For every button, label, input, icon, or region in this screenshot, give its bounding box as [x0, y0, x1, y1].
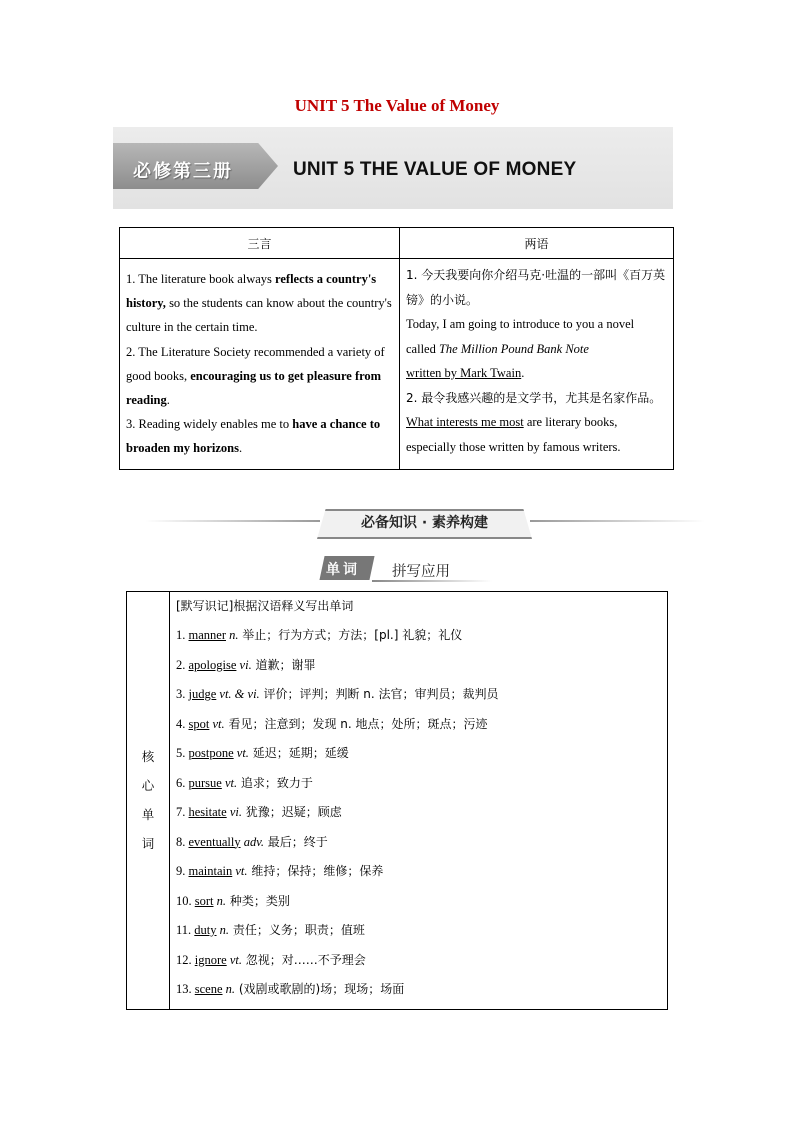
word-answer: duty	[194, 923, 217, 937]
word-answer: sort	[194, 893, 214, 908]
word-item	[176, 710, 661, 740]
sentence-1	[126, 267, 393, 340]
three-sentences-cell	[120, 259, 400, 470]
word-item	[176, 798, 661, 828]
vocabulary-section-header	[318, 556, 498, 582]
word-answer: pursue	[188, 775, 222, 790]
volume-label: 必修第三册	[133, 161, 233, 182]
word-answer: postpone	[188, 746, 234, 760]
header-sanyan: 三言	[120, 228, 400, 259]
word-number: 11.	[176, 923, 195, 937]
sentence-2	[126, 340, 393, 413]
translation-text: .	[521, 366, 525, 380]
word-meaning: 犹豫；迟疑；顾虑	[241, 805, 342, 819]
word-meaning: 延迟；延期；延缓	[248, 746, 349, 760]
part-of-speech: vi.	[226, 805, 242, 819]
part-of-speech: vt. & vi.	[216, 687, 260, 701]
sentence-number: 2.	[126, 344, 139, 359]
word-answer: manner	[188, 628, 226, 642]
sentence-text: .	[238, 441, 243, 456]
section-underline	[372, 580, 492, 582]
word-item	[176, 828, 661, 858]
word-meaning: 维持；保持；维修；保养	[247, 864, 384, 878]
part-of-speech: vi.	[236, 657, 252, 672]
word-item	[176, 680, 661, 710]
sentence-key-phrase: have a chance to broaden my horizons	[126, 417, 381, 456]
word-answer: judge	[188, 687, 217, 701]
word-item	[176, 887, 661, 917]
sentence-text: The Literature Society recommended a variety of good books,	[126, 344, 385, 383]
sentence-key-phrase: encouraging us to get pleasure from reading	[126, 368, 382, 408]
translation-1-chinese: 1. 今天我要向你介绍马克·吐温的一部叫《百万英镑》的小说。	[406, 268, 666, 307]
divider-line-right	[530, 520, 705, 522]
header-liangyu: 两语	[400, 228, 674, 259]
sentence-text: so the students can know about the country's culture in the certain time.	[126, 296, 392, 335]
word-number: 8.	[176, 834, 189, 849]
sentence-number: 1.	[126, 272, 139, 286]
side-char: 心	[141, 778, 155, 794]
section-title: 拼写应用	[392, 564, 450, 580]
word-item	[176, 651, 661, 681]
core-words-label	[127, 592, 170, 1010]
word-number: 5.	[176, 746, 189, 760]
word-number: 12.	[176, 952, 195, 967]
word-answer: ignore	[194, 952, 227, 967]
part-of-speech: vt.	[209, 716, 225, 731]
word-item	[176, 739, 661, 769]
sentence-number: 3.	[126, 417, 139, 432]
word-meaning: 追求；致力于	[237, 775, 313, 790]
sentence-key-phrase: reflects a country's history,	[126, 272, 377, 311]
sentence-text: Reading widely enables me to	[138, 417, 293, 432]
word-number: 3.	[176, 687, 189, 701]
word-meaning: 种类；类别	[226, 893, 290, 908]
word-item	[176, 975, 661, 1005]
unit-banner	[113, 127, 673, 209]
part-of-speech: n.	[213, 893, 226, 908]
word-number: 6.	[176, 775, 189, 790]
word-item	[176, 946, 661, 976]
section-badge-label: 单词	[326, 562, 360, 578]
part-of-speech: adv.	[240, 834, 264, 849]
translation-text: are literary books, especially those written by famous writers.	[406, 415, 621, 454]
part-of-speech: vt.	[221, 775, 238, 790]
book-title: The Million Pound Bank Note	[438, 341, 589, 356]
word-meaning: 最后；终于	[263, 834, 328, 849]
sentence-text: The literature book always	[138, 272, 276, 286]
word-number: 4.	[176, 716, 189, 731]
word-item	[176, 621, 661, 651]
word-meaning: 责任；义务；职责；值班	[229, 923, 365, 937]
part-of-speech: vt.	[233, 746, 249, 760]
word-meaning: 举止；行为方式；方法；[pl.] 礼貌；礼仪	[238, 628, 463, 642]
word-meaning: (戏剧或歌剧的)场；现场；场面	[235, 982, 405, 996]
word-answer: spot	[188, 716, 210, 731]
side-char: 单	[141, 807, 155, 823]
part-of-speech: n.	[225, 628, 239, 642]
translation-text: Today, I am going to introduce to you a novel called	[406, 317, 635, 356]
part-of-speech: vt.	[226, 952, 242, 967]
translation-2-chinese: 2. 最令我感兴趣的是文学书，尤其是名家作品。	[406, 390, 662, 405]
word-item	[176, 769, 661, 799]
word-meaning: 忽视；对……不予理会	[241, 952, 366, 967]
answer-blank: written by Mark Twain	[406, 366, 522, 380]
answer-blank: What interests me most	[406, 415, 524, 429]
word-answer: scene	[194, 982, 223, 996]
word-list	[170, 592, 668, 1010]
vocabulary-table	[126, 591, 668, 1010]
word-answer: eventually	[188, 834, 241, 849]
divider-label: 必备知识 · 素养构建	[360, 515, 489, 531]
part-of-speech: n.	[216, 923, 230, 937]
word-item	[176, 916, 661, 946]
word-meaning: 看见；注意到；发现 n. 地点；处所；斑点；污迹	[224, 716, 488, 731]
instruction: [默写识记]根据汉语释义写出单词	[176, 599, 354, 613]
part-of-speech: vt.	[232, 864, 248, 878]
unit-heading: UNIT 5 THE VALUE OF MONEY	[293, 159, 577, 180]
divider-line-left	[145, 520, 320, 522]
side-char: 词	[141, 836, 155, 852]
sentences-table	[119, 227, 674, 470]
word-item	[176, 857, 661, 887]
word-answer: maintain	[188, 864, 233, 878]
word-meaning: 评价；评判；判断 n. 法官；审判员；裁判员	[259, 687, 499, 701]
word-number: 13.	[176, 982, 195, 996]
word-number: 10.	[176, 893, 195, 908]
word-number: 7.	[176, 805, 189, 819]
word-answer: apologise	[188, 657, 237, 672]
page-title: UNIT 5 The Value of Money	[294, 96, 500, 115]
word-number: 2.	[176, 657, 189, 672]
word-meaning: 道歉；谢罪	[251, 657, 316, 672]
part-of-speech: n.	[222, 982, 236, 996]
sentence-text: .	[166, 393, 170, 408]
word-answer: hesitate	[188, 805, 227, 819]
section-divider	[145, 507, 705, 539]
translation-1-english	[406, 312, 667, 386]
translation-2-english	[406, 410, 667, 459]
word-number: 9.	[176, 864, 189, 878]
side-char: 核	[141, 749, 155, 765]
sentence-3	[126, 412, 393, 460]
two-sentences-cell	[400, 259, 674, 470]
word-number: 1.	[176, 628, 189, 642]
